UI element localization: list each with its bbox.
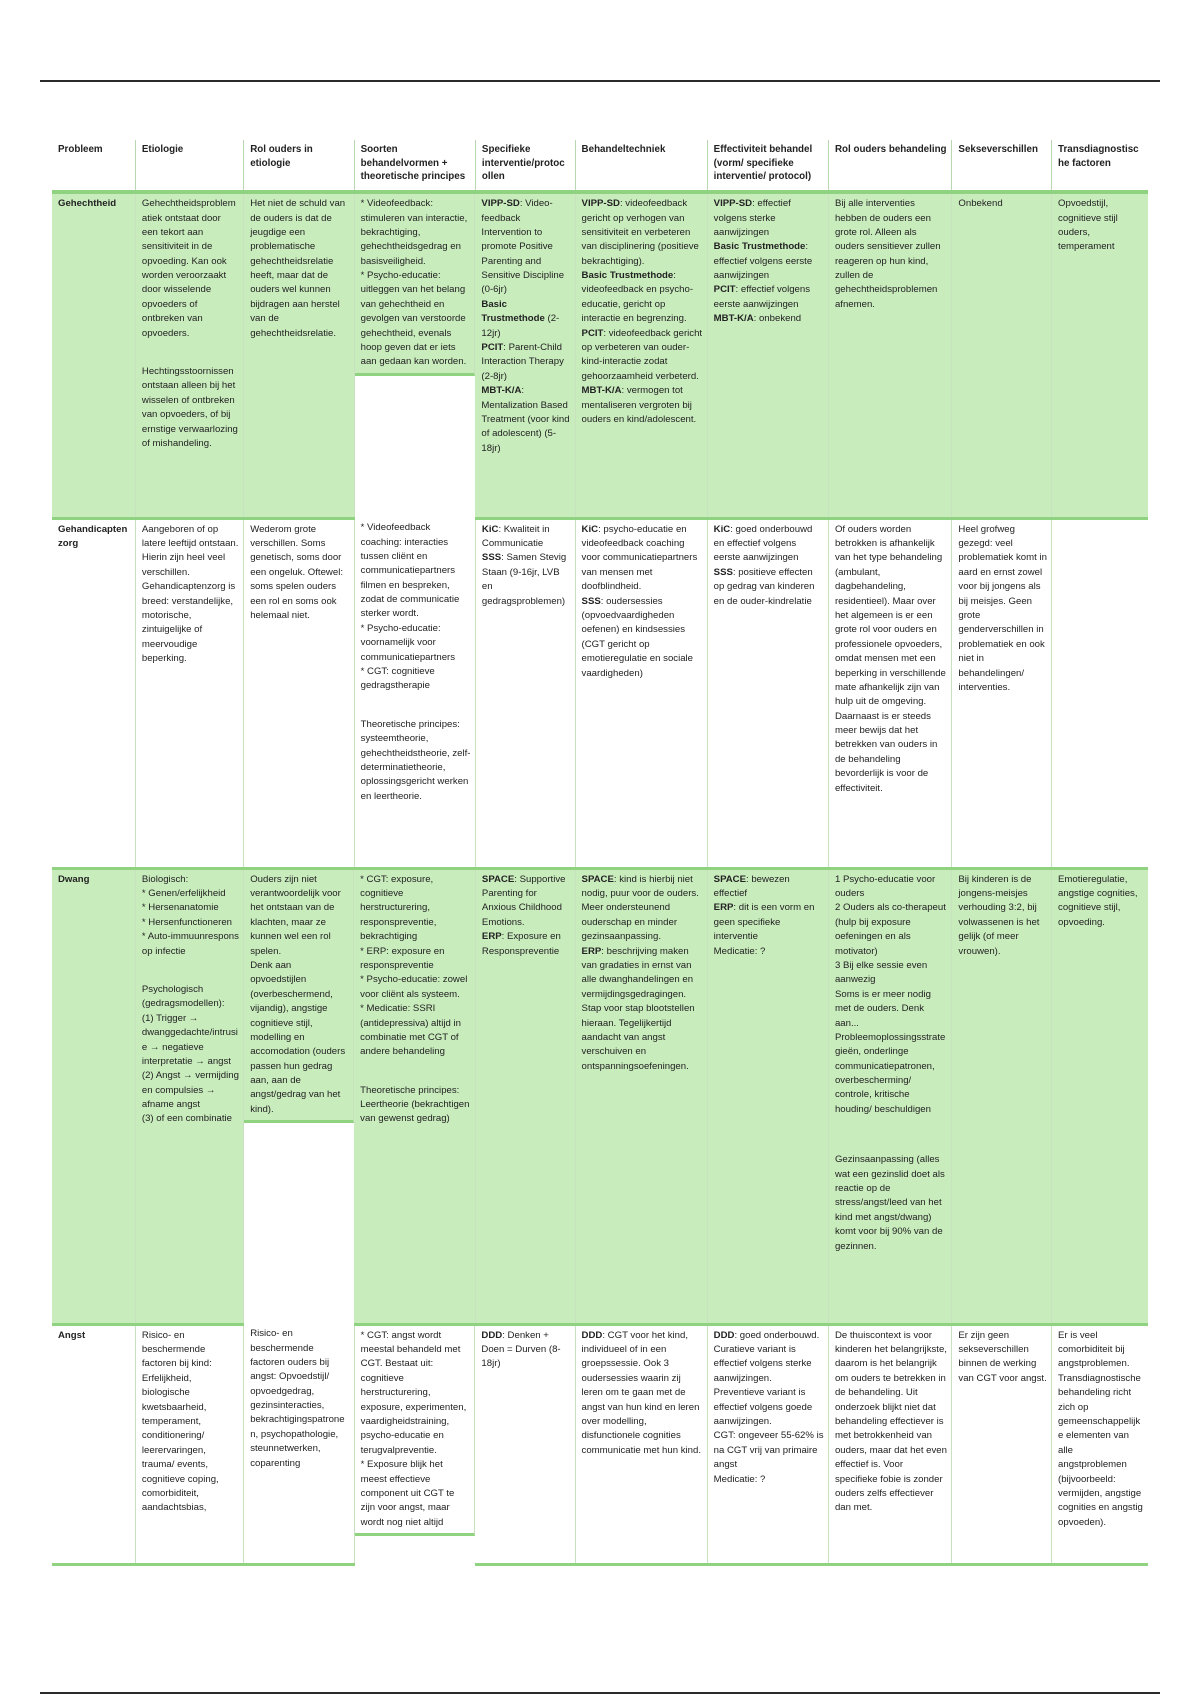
effect-name: ERP bbox=[713, 902, 734, 914]
cell-rol-ouders-behandeling: Of ouders worden betrokken is afhankelijk van het type behandeling (ambulant, dagbehandeling, residentieel). Maar over het algemeen is er een grote rol voor ouders en professionele opvoeders, omdat mensen met een beperking in verschillende mate afhankelijk zijn van hulp uit de omgeving. Daarnaast is er steeds meer bewijs dat het betrekken van ouders in de behandeling bevorderlijk is voor de effectiviteit. bbox=[828, 518, 951, 868]
cell-behandeltechniek bbox=[575, 1324, 707, 1564]
cell-soorten bbox=[354, 868, 475, 1324]
cell-rol-ouders-behandeling bbox=[828, 868, 951, 1324]
cell-effectiviteit bbox=[707, 518, 828, 868]
bottom-rule bbox=[40, 1692, 1160, 1694]
header-sekseverschillen: Sekseverschillen bbox=[952, 140, 1052, 192]
header-etiologie: Etiologie bbox=[135, 140, 243, 192]
technique-desc: : oudersessies (opvoedvaardigheden oefenen) en kindsessies (CGT gericht op emotieregulatie en sociale vaardigheden) bbox=[581, 595, 694, 679]
technique-desc: : kind is hierbij niet nodig, puur voor de ouders. Meer ondersteunend ouderschap en minder gezinsaanpassing. bbox=[581, 873, 699, 943]
effect-name: MBT-K/A bbox=[713, 313, 754, 325]
intervention-desc: : Denken + Doen = Durven (8-18jr) bbox=[481, 1329, 561, 1370]
cell-etiologie bbox=[135, 868, 243, 1324]
intervention-name: DDD bbox=[481, 1329, 503, 1341]
cell-rol-ouders-etiologie: Wederom grote verschillen. Soms genetisch, soms door een ongeluk. Oftewel: soms spelen ouders een rol en soms ook helemaal niet. bbox=[244, 518, 354, 868]
cell-probleem: Gehandicaptenzorg bbox=[52, 518, 135, 868]
cell-rol-ouders-etiologie: Risico- en beschermende factoren ouders bij angst: Opvoedstijl/ opvoedgedrag, gezinsinteracties, bekrachtigingspatronen, psychopathologie, steunnetwerken, coparenting bbox=[244, 1324, 354, 1564]
header-transdiagnostisch: Transdiagnostische factoren bbox=[1052, 140, 1148, 192]
effect-desc: : dit is een vorm en geen specifieke interventie Medicatie: ? bbox=[713, 902, 815, 957]
rol-beh-text: Gezinsaanpassing (alles wat een gezinslid doet als reactie op de stress/angst/leed van het kind met angst/dwang) komt voor bij 90% van de gezinnen. bbox=[834, 1154, 945, 1252]
header-behandeltechniek: Behandeltechniek bbox=[575, 140, 707, 192]
technique-name: ERP bbox=[581, 945, 602, 957]
technique-desc: : CGT voor het kind, individueel of in een groepssessie. Ook 3 oudersessies waarin zij leren om te gaan met de angst van hun kind en leren over modelling, disfunctionele cognities communicatie met hun kind. bbox=[581, 1329, 701, 1456]
intervention-name: MBT-K/A bbox=[481, 385, 522, 397]
soorten-text: * CGT: exposure, cognitieve herstructurering, responspreventie, bekrachtiging * ERP: exposure en responspreventie * Psycho-educatie: zowel voor cliënt als systeem. * Medicatie: SSRI (antidepressiva) altijd in combinatie met CGT of andere behandeling bbox=[360, 873, 468, 1058]
cell-rol-ouders-etiologie: Ouders zijn niet verantwoordelijk voor het ontstaan van de klachten, maar ze kunnen wel een rol spelen. Denk aan opvoedstijlen (overbeschermend, vijandig), angstige cognitieve stijl, modelling en accomodation (ouders passen hun gedrag aan, aan de angst/gedrag van het kind). bbox=[244, 870, 354, 1124]
etiologie-text: Hechtingsstoornissen ontstaan alleen bij het wisselen of ontbreken van opvoeders, of bij ernstige verwaarlozing of mishandeling. bbox=[141, 366, 238, 449]
intervention-name: VIPP-SD bbox=[481, 198, 520, 210]
effect-name: PCIT bbox=[713, 284, 736, 296]
cell-effectiviteit bbox=[707, 1324, 828, 1564]
cell-rol-ouders-behandeling: Bij alle interventies hebben de ouders een grote rol. Alleen als ouders sensitiever zullen reageren op hun kind, zullen de gehechtheidsproblemen afnemen. bbox=[828, 192, 951, 518]
etiologie-text: Gehechtheidsproblematiek ontstaat door een tekort aan sensitiviteit in de opvoeding. Kan ook worden veroorzaakt door wisselende opvoeders of ontbreken van opvoeders. bbox=[141, 198, 236, 339]
effect-desc: : effectief volgens eerste aanwijzingen bbox=[713, 284, 811, 310]
technique-desc: : videofeedback en psycho-educatie, gericht op interactie en begrenzing. bbox=[581, 270, 694, 325]
cell-etiologie: Aangeboren of op latere leeftijd ontstaan. Hierin zijn heel veel verschillen. Gehandicaptenzorg is breed: verstandelijke, motorische, zintuigelijke of meervoudige beperking. bbox=[135, 518, 243, 868]
cell-transdiagnostisch: Emotieregulatie, angstige cognities, cognitieve stijl, opvoeding. bbox=[1052, 868, 1148, 1324]
intervention-name: PCIT bbox=[481, 342, 504, 354]
header-probleem: Probleem bbox=[52, 140, 135, 192]
table-row-gehechtheid bbox=[52, 192, 1148, 518]
top-rule bbox=[40, 80, 1160, 82]
cell-etiologie: Risico- en beschermende factoren bij kind: Erfelijkheid, biologische kwetsbaarheid, temperament, conditionering/ leerervaringen, trauma/ events, cognitieve coping, comorbiditeit, aandachtsbias, bbox=[135, 1324, 243, 1564]
rol-beh-text: 1 Psycho-educatie voor ouders 2 Ouders als co-therapeut (hulp bij exposure oefeningen en als motivator) 3 Bij elke sessie even aanwezig Soms is er meer nodig met de ouders. Denk aan... Probleemoplossingsstrategieën, onderlinge communicatiepatronen, overbescherming/ controle, kritische houding/ beschuldigen bbox=[834, 873, 946, 1115]
cell-transdiagnostisch: Er is veel comorbiditeit bij angstproblemen. Transdiagnostische behandeling richt zich op gemeenschappelijke elementen van alle angstproblemen (bijvoorbeeld: vermijden, angstige cognities en angstig opvoeden). bbox=[1052, 1324, 1148, 1564]
effect-desc: : onbekend bbox=[753, 313, 802, 325]
header-rol-ouders-behandeling: Rol ouders behandeling bbox=[828, 140, 951, 192]
cell-rol-ouders-behandeling: De thuiscontext is voor kinderen het belangrijkste, daarom is het belangrijk om ouders te betrekken in de behandeling. Uit onderzoek blijkt niet dat behandeling effectiever is met betrokkenheid van ouders, maar dat het even effectief is. Voor specifieke fobie is zonder ouders zelfs effectiever dan met. bbox=[828, 1324, 951, 1564]
intervention-desc: : Samen Stevig Staan (9-16jr, LVB en gedragsproblemen) bbox=[481, 552, 567, 607]
effect-desc: : goed onderbouwd en effectief volgens eerste aanwijzingen bbox=[713, 523, 813, 564]
cell-effectiviteit bbox=[707, 192, 828, 518]
effect-desc: : bewezen effectief bbox=[713, 873, 790, 899]
effect-name: KiC bbox=[713, 523, 731, 535]
soorten-text: Theoretische principes: Leertheorie (bekrachtigen van gewenst gedrag) bbox=[360, 1084, 470, 1125]
cell-probleem: Angst bbox=[52, 1324, 135, 1564]
header-rol-ouders-etiologie: Rol ouders in etiologie bbox=[244, 140, 354, 192]
technique-name: KiC bbox=[581, 523, 599, 535]
intervention-desc: : Parent-Child Interaction Therapy (2-8jr) bbox=[481, 342, 564, 382]
header-effectiviteit: Effectiviteit behandel (vorm/ specifieke interventie/ protocol) bbox=[707, 140, 828, 192]
cell-effectiviteit bbox=[707, 868, 828, 1324]
cell-soorten: * Videofeedback: stimuleren van interactie, bekrachtiging, gehechtheidsgedrag en basisveiligheid. * Psycho-educatie: uitleggen van het belang van gehechtheid en gevolgen van verstoorde gehechtheid, evenals hoop geven dat er iets aan gedaan kan worden. bbox=[355, 194, 476, 376]
cell-sekseverschillen: Onbekend bbox=[952, 192, 1052, 518]
cell-sekseverschillen: Er zijn geen sekseverschillen binnen de werking van CGT voor angst. bbox=[952, 1324, 1052, 1564]
intervention-desc: : Mentalization Based Treatment (voor kind of adolescent) (5-18jr) bbox=[481, 385, 570, 454]
cell-soorten: * CGT: angst wordt meestal behandeld met CGT. Bestaat uit: cognitieve herstructurering, exposure, experimenten, vaardigheidstraining, psycho-educatie en terugvalpreventie. * Exposure blijk het meest effectieve component uit CGT te zijn voor angst, maar wordt nog niet altijd bbox=[355, 1326, 476, 1536]
cell-transdiagnostisch bbox=[1052, 518, 1148, 868]
cell-behandeltechniek bbox=[575, 192, 707, 518]
intervention-desc: (2-12jr) bbox=[481, 313, 560, 339]
soorten-text: * Videofeedback coaching: interacties tussen cliënt en communicatiepartners filmen en bespreken, zodat de communicatie sterker wordt. * Psycho-educatie: voornamelijk voor communicatiepartners * CGT: cognitieve gedragstherapie bbox=[360, 522, 460, 692]
cell-transdiagnostisch: Opvoedstijl, cognitieve stijl ouders, temperament bbox=[1052, 192, 1148, 518]
cell-specifieke-interventie bbox=[475, 192, 575, 518]
overview-table bbox=[52, 140, 1148, 1566]
cell-behandeltechniek bbox=[575, 868, 707, 1324]
technique-name: VIPP-SD bbox=[581, 198, 620, 210]
technique-name: MBT-K/A bbox=[581, 385, 622, 397]
intervention-desc: : Supportive Parenting for Anxious Childhood Emotions. bbox=[481, 873, 566, 928]
cell-sekseverschillen: Heel grofweg gezegd: veel problematiek komt in aard en ernst zowel voor bij jongens als bij meisjes. Geen grote genderverschillen in problematiek en ook niet in behandelingen/ interventies. bbox=[952, 518, 1052, 868]
effect-name: SSS bbox=[713, 566, 733, 578]
intervention-name: KiC bbox=[481, 523, 499, 535]
technique-desc: : videofeedback gericht op verbeteren van ouder-kind-interactie zodat gehoorzaamheid verbeterd. bbox=[581, 327, 703, 382]
cell-specifieke-interventie bbox=[475, 1324, 575, 1564]
effect-desc: : positieve effecten op gedrag van kinderen en de ouder-kindrelatie bbox=[713, 566, 815, 607]
etiologie-text: Biologisch: * Genen/erfelijkheid * Hersenanatomie * Hersenfunctioneren * Auto-immuunrespons op infectie bbox=[141, 873, 239, 957]
effect-name: Basic Trustmethode bbox=[713, 241, 806, 253]
intervention-name: SSS bbox=[481, 552, 502, 564]
table-row-angst bbox=[52, 1324, 1148, 1564]
cell-probleem: Gehechtheid bbox=[52, 192, 135, 518]
technique-desc: : psycho-educatie en videofeedback coaching voor communicatiepartners van mensen met doofblindheid. bbox=[581, 523, 698, 593]
cell-etiologie bbox=[135, 192, 243, 518]
cell-sekseverschillen: Bij kinderen is de jongens-meisjes verhouding 3:2, bij volwassenen is het gelijk (of meer vrouwen). bbox=[952, 868, 1052, 1324]
header-soorten-behandelvormen: Soorten behandelvormen + theoretische principes bbox=[354, 140, 475, 192]
intervention-desc: : Video-feedback Intervention to promote Positive Parenting and Sensitive Discipline (0-6jr) bbox=[481, 198, 565, 296]
technique-name: PCIT bbox=[581, 327, 604, 339]
cell-probleem: Dwang bbox=[52, 868, 135, 1324]
intervention-name: SPACE bbox=[481, 873, 515, 885]
intervention-name: ERP bbox=[481, 931, 502, 943]
intervention-desc: : Exposure en Responspreventie bbox=[481, 931, 561, 957]
technique-desc: : vermogen tot mentaliseren vergroten bij ouders en kind/adolescent. bbox=[581, 385, 697, 425]
soorten-text: Theoretische principes: systeemtheorie, gehechtheidstheorie, zelf-determinatietheorie, oplossingsgericht werken en leertheorie. bbox=[360, 718, 471, 802]
cell-specifieke-interventie bbox=[475, 518, 575, 868]
effect-desc: : effectief volgens sterke aanwijzingen bbox=[713, 198, 791, 238]
table-row-gehandicaptenzorg bbox=[52, 518, 1148, 868]
technique-desc: : videofeedback gericht op verhogen van sensitiviteit en verbeteren van disciplinering (positieve bekrachtiging). bbox=[581, 198, 699, 267]
intervention-name: Basic Trustmethode bbox=[481, 298, 545, 325]
effect-name: DDD bbox=[713, 1329, 735, 1341]
technique-name: Basic Trustmethode bbox=[581, 270, 674, 282]
cell-rol-ouders-etiologie: Het niet de schuld van de ouders is dat de jeugdige een problematische gehechtheidsrelatie heeft, maar dat de ouders wel kunnen bijdragen aan herstel van de gehechtheidsrelatie. bbox=[244, 192, 354, 518]
effect-desc: : effectief volgens eerste aanwijzingen bbox=[713, 241, 813, 282]
effect-desc: : goed onderbouwd. Curatieve variant is effectief volgens sterke aanwijzingen. Preventieve variant is effectief volgens goede aanwijzingen. CGT: ongeveer 55-62% is na CGT vrij van primaire angst Medicatie: ? bbox=[713, 1329, 824, 1485]
header-specifieke-interventie: Specifieke interventie/protocollen bbox=[475, 140, 575, 192]
effect-name: VIPP-SD bbox=[713, 198, 753, 210]
header-row bbox=[52, 140, 1148, 192]
effect-name: SPACE bbox=[713, 873, 747, 885]
cell-specifieke-interventie bbox=[475, 868, 575, 1324]
technique-name: SSS bbox=[581, 595, 601, 607]
table-row-dwang bbox=[52, 868, 1148, 1324]
technique-desc: : beschrijving maken van gradaties in ernst van alle dwanghandelingen en vermijdingsgedragingen. Stap voor stap blootstellen hieraan. Tegelijkertijd aandacht van angst verschuiven en ontspanningsoefeningen. bbox=[581, 945, 695, 1072]
etiologie-text: Psychologisch (gedragsmodellen): (1) Trigger → dwanggedachte/intrusie → negatieve interpretatie → angst (2) Angst → vermijding en compulsies → afname angst (3) of een combinatie bbox=[141, 983, 239, 1125]
technique-name: DDD bbox=[581, 1329, 603, 1341]
technique-name: SPACE bbox=[581, 873, 614, 885]
cell-behandeltechniek bbox=[575, 518, 707, 868]
cell-soorten bbox=[354, 518, 475, 868]
intervention-desc: : Kwaliteit in Communicatie bbox=[481, 523, 550, 549]
